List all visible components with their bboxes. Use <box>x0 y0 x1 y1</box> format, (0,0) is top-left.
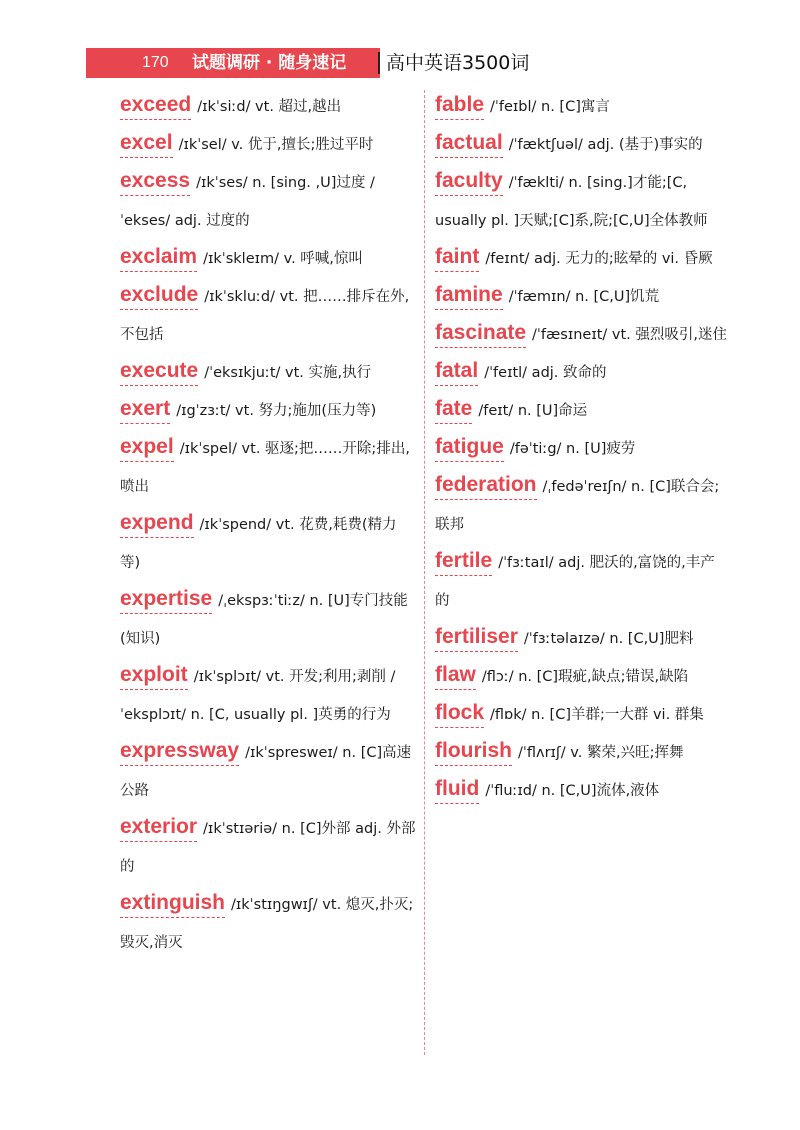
vocab-entry <box>435 88 727 126</box>
definition: /ˈfæktʃuəl/ adj. (基于)事实的 <box>508 137 703 153</box>
definition: /feɪt/ n. [U]命运 <box>478 403 588 419</box>
vocab-entry <box>435 734 727 772</box>
vocab-entry <box>120 392 416 430</box>
headword: fate <box>435 396 472 424</box>
headword: fable <box>435 92 484 120</box>
headword: exert <box>120 396 170 424</box>
definition: /ɪkˈses/ n. [sing. ,U]过度 /ˈekses/ adj. 过度的 <box>120 175 375 229</box>
definition: /ɪkˈsiːd/ vt. 超过,越出 <box>197 99 342 115</box>
vocab-entry <box>120 126 416 164</box>
vocab-entry <box>120 810 416 886</box>
vocab-entry <box>435 544 727 620</box>
headword: federation <box>435 472 537 500</box>
headword: exploit <box>120 662 188 690</box>
left-column <box>120 88 416 962</box>
headword: factual <box>435 130 503 158</box>
headword: expertise <box>120 586 212 614</box>
definition: /ˈfluːɪd/ n. [C,U]流体,液体 <box>485 783 660 799</box>
definition: /ɪkˈskleɪm/ v. 呼喊,惊叫 <box>203 251 363 267</box>
definition: /ˈfæklti/ n. [sing.]才能;[C, usually pl. ]天赋;[C]系,院;[C,U]全体教师 <box>435 175 708 229</box>
headword: excel <box>120 130 173 158</box>
headword: faint <box>435 244 479 272</box>
vocab-entry <box>435 620 727 658</box>
headword: fluid <box>435 776 479 804</box>
vocab-entry <box>435 430 727 468</box>
headword: fatigue <box>435 434 504 462</box>
definition: /flɒk/ n. [C]羊群;一大群 vi. 群集 <box>490 707 704 723</box>
vocab-entry <box>120 88 416 126</box>
definition: /ɪgˈzɜːt/ vt. 努力;施加(压力等) <box>176 403 377 419</box>
vocab-entry <box>120 354 416 392</box>
vocab-entry <box>120 886 416 962</box>
definition: /ɪkˈsel/ v. 优于,擅长;胜过平时 <box>178 137 374 153</box>
headword: expend <box>120 510 194 538</box>
definition: /ˈfæsɪneɪt/ vt. 强烈吸引,迷住 <box>532 327 727 343</box>
definition: /ɪkˈskluːd/ vt. 把……排斥在外,不包括 <box>120 289 410 343</box>
headword: famine <box>435 282 503 310</box>
definition: /ɪkˈstɪŋgwɪʃ/ vt. 熄灭,扑灭;毁灭,消灭 <box>120 897 414 951</box>
page-number: 170 <box>142 54 169 71</box>
column-divider <box>424 90 425 1055</box>
definition: /ɪkˈsplɔɪt/ vt. 开发;利用;剥削 /ˈeksplɔɪt/ n. [C, usually pl. ]英勇的行为 <box>120 669 396 723</box>
vocab-entry <box>435 316 727 354</box>
definition: /ˈflʌrɪʃ/ v. 繁荣,兴旺;挥舞 <box>518 745 684 761</box>
definition: /ˈfɜːtaɪl/ adj. 肥沃的,富饶的,丰产的 <box>435 555 715 609</box>
vocab-entry <box>120 582 416 658</box>
headword: fertile <box>435 548 492 576</box>
definition: /ˈfɜːtəlaɪzə/ n. [C,U]肥料 <box>523 631 694 647</box>
series-title: 试题调研 · 随身速记 <box>192 53 347 73</box>
headword: exterior <box>120 814 197 842</box>
vocab-entry <box>435 164 727 240</box>
definition: /ɪkˈspend/ vt. 花费,耗费(精力等) <box>120 517 397 571</box>
definition: /flɔː/ n. [C]瑕疵,缺点;错误,缺陷 <box>481 669 689 685</box>
headword: execute <box>120 358 198 386</box>
headword: flock <box>435 700 484 728</box>
vocab-entry <box>435 772 727 810</box>
vocab-entry <box>435 696 727 734</box>
headword: exceed <box>120 92 191 120</box>
vocab-entry <box>120 240 416 278</box>
vocab-entry <box>120 658 416 734</box>
definition: /ɪkˈstɪəriə/ n. [C]外部 adj. 外部的 <box>120 821 416 875</box>
headword: fertiliser <box>435 624 518 652</box>
headword: excess <box>120 168 190 196</box>
headword: exclaim <box>120 244 197 272</box>
headword: fascinate <box>435 320 526 348</box>
definition: /ɪkˈspresweɪ/ n. [C]高速公路 <box>120 745 412 799</box>
vocab-entry <box>120 278 416 354</box>
definition: /ˈfeɪtl/ adj. 致命的 <box>484 365 607 381</box>
page-header <box>0 44 800 76</box>
headword: extinguish <box>120 890 225 918</box>
vocab-entry <box>120 164 416 240</box>
headword: expel <box>120 434 174 462</box>
headword: fatal <box>435 358 478 386</box>
vocab-entry <box>435 658 727 696</box>
definition: /ˌekspɜːˈtiːz/ n. [U]专门技能(知识) <box>120 593 408 647</box>
headword: exclude <box>120 282 198 310</box>
vocab-entry <box>120 430 416 506</box>
headword: expressway <box>120 738 239 766</box>
headword: faculty <box>435 168 503 196</box>
headword: flaw <box>435 662 476 690</box>
definition: /ˈfeɪbl/ n. [C]寓言 <box>490 99 610 115</box>
vocab-entry <box>435 468 727 544</box>
vocab-entry <box>435 392 727 430</box>
headword: flourish <box>435 738 512 766</box>
vocab-entry <box>435 240 727 278</box>
book-title: 高中英语3500词 <box>386 52 530 74</box>
vocab-entry <box>435 354 727 392</box>
definition: /feɪnt/ adj. 无力的;眩晕的 vi. 昏厥 <box>485 251 713 267</box>
definition: /ˈfæmɪn/ n. [C,U]饥荒 <box>508 289 660 305</box>
definition: /ɪkˈspel/ vt. 驱逐;把……开除;排出,喷出 <box>120 441 410 495</box>
right-column <box>435 88 727 810</box>
definition: /ˈeksɪkjuːt/ vt. 实施,执行 <box>204 365 372 381</box>
vocab-entry <box>435 126 727 164</box>
header-separator <box>378 52 380 74</box>
definition: /ˌfedəˈreɪʃn/ n. [C]联合会;联邦 <box>435 479 720 533</box>
vocab-entry <box>120 506 416 582</box>
vocab-entry <box>120 734 416 810</box>
definition: /fəˈtiːg/ n. [U]疲劳 <box>509 441 636 457</box>
vocab-entry <box>435 278 727 316</box>
